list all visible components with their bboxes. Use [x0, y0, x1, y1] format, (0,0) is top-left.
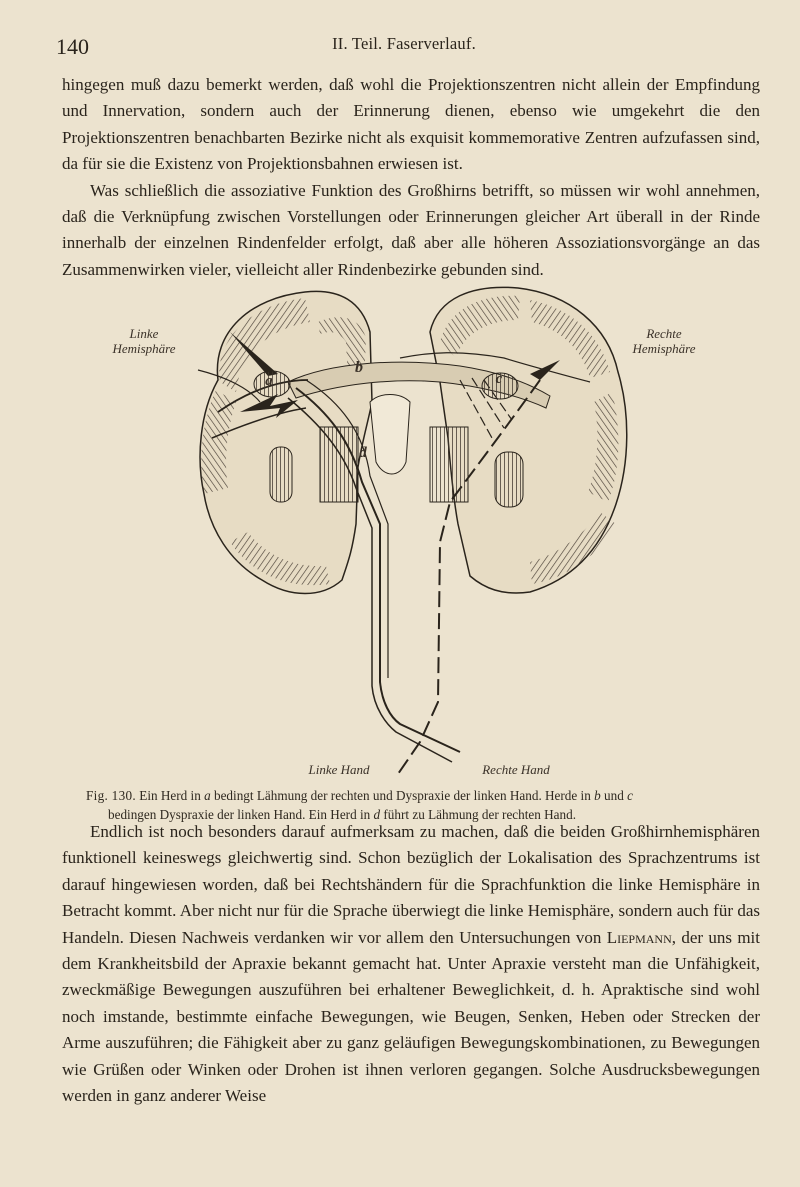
paragraph: hingegen muß dazu bemerkt werden, daß wohl die Projektionszentren nicht allein der Empfindung und Innervation, sondern auch der Erinnerung dienen, ebenso wie umgekehrt die den Projektionszentren benachbarten Bezirke nicht als exquisit kommemorative Zentren aufzufassen sind, da für sie die Existenz von Projektionsbahnen erwiesen ist. [62, 75, 760, 174]
caption-text: und [604, 788, 624, 803]
page-header [48, 34, 760, 64]
label-left-hand: Linke Hand [308, 762, 370, 777]
caption-text: führt zu Lähmung der rechten Hand. [383, 807, 577, 822]
caption-letter-a: a [204, 788, 211, 803]
caption-text: Ein Herd in [139, 788, 201, 803]
label-lesion-d: d [359, 445, 367, 461]
paragraph-text: , der uns mit dem Krankheitsbild der Apraxie bekannt gemacht hat. Unter Apraxie versteht man die Unfähigkeit, zweckmäßige Bewegungen auszuführen bei erhaltener Beweglichkeit, d. h. Apraktische sind wohl noch imstande, bestimmte einfache Bewegungen, wie Beugen, Senken, Heben oder Strecken der Arme auszuführen; die Fähigkeit aber zu ganz geläufigen Bewegungskombinationen, zu Bewegungen wie Grüßen oder Winken oder Drohen ist ihnen verloren gegangen. Solche Ausdrucksbewegungen werden in ganz anderer Weise [62, 927, 760, 1106]
paragraph-text: Endlich ist noch besonders darauf aufmerksam zu machen, daß die beiden Großhirnhemisphären funktionell keineswegs gleichwertig sind. Schon bezüglich der Lokalisation des Sprachzentrums ist darauf hingewiesen worden, daß bei Rechtshändern für die Sprachfunktion die linke Hemisphäre in Betracht kommt. Aber nicht nur für die Sprache überwiegt die linke Hemisphäre, sondern auch für das Handeln. Diesen Nachweis verdanken wir vor allem den Untersuchungen von [62, 822, 760, 947]
caption-letter-c: c [627, 788, 633, 803]
label-lesion-b: b [355, 359, 363, 376]
brain-section-illustration [100, 262, 700, 778]
figure-brain-diagram [100, 262, 700, 778]
label-left-hemisphere: Linke Hemisphäre [112, 326, 176, 356]
label-lesion-a: a [265, 373, 273, 389]
caption-text: bedingt Lähmung der rechten und Dyspraxie der linken Hand. Herde in [213, 788, 591, 803]
body-text-bottom [62, 819, 760, 1109]
page-number: 140 [56, 34, 89, 59]
label-right-hemisphere: Rechte Hemisphäre [632, 326, 696, 356]
figure-number: Fig. 130. [86, 788, 136, 803]
author-name: Liepmann [606, 927, 672, 947]
caption-letter-d: d [373, 807, 381, 822]
body-text-top [62, 72, 760, 283]
paragraph: Was schließlich die assoziative Funktion des Großhirns betrifft, so müssen wir wohl annehmen, daß die Verknüpfung zwischen Vorstellungen oder Erinnerungen gleicher Art überall in der Rinde innerhalb der einzelnen Rindenfelder erfolgt, daß aber alle höheren Assoziationsvorgänge an das Zusammenwirken vieler, vielleicht aller Rindenbezirke gebunden sind. [62, 180, 760, 279]
running-head: II. Teil. Faserverlauf. [332, 34, 476, 53]
label-lesion-c: c [495, 371, 503, 387]
label-right-hand: Rechte Hand [482, 762, 550, 777]
caption-letter-b: b [594, 788, 601, 803]
caption-text: bedingen Dyspraxie der linken Hand. Ein Herd in [108, 807, 371, 822]
paragraph [62, 819, 760, 1109]
